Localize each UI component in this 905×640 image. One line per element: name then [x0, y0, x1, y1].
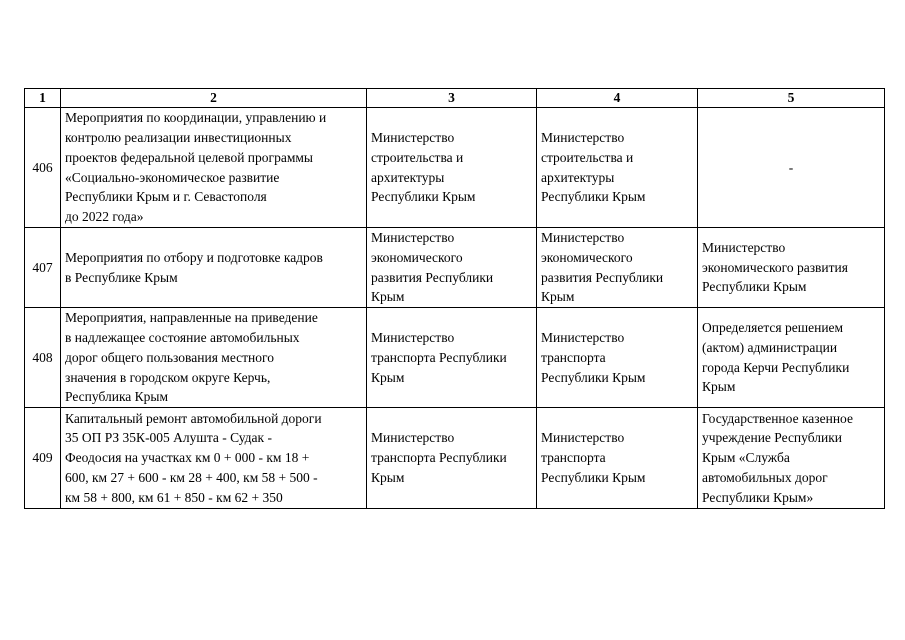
measures-table — [24, 88, 885, 509]
header-col-4: 4 — [537, 89, 698, 108]
table-row — [25, 408, 885, 509]
row-number: 406 — [25, 108, 61, 228]
co-executor: Государственное казенное учреждение Республики Крым «Служба автомобильных дорог Республики Крым» — [698, 408, 885, 509]
table-row — [25, 308, 885, 408]
header-col-1: 1 — [25, 89, 61, 108]
co-executor: - — [698, 108, 885, 228]
table-header-row — [25, 89, 885, 108]
state-customer: Министерство экономического развития Республики Крым — [537, 228, 698, 308]
row-number: 407 — [25, 228, 61, 308]
responsible-executor: Министерство экономического развития Республики Крым — [367, 228, 537, 308]
header-col-5: 5 — [698, 89, 885, 108]
header-col-3: 3 — [367, 89, 537, 108]
table-row — [25, 228, 885, 308]
measure-name: Мероприятия, направленные на приведение в надлежащее состояние автомобильных дорог общего пользования местного значения в городском округе Керчь, Республика Крым — [61, 308, 367, 408]
row-number: 408 — [25, 308, 61, 408]
responsible-executor: Министерство строительства и архитектуры Республики Крым — [367, 108, 537, 228]
responsible-executor: Министерство транспорта Республики Крым — [367, 308, 537, 408]
table-row — [25, 108, 885, 228]
state-customer: Министерство строительства и архитектуры Республики Крым — [537, 108, 698, 228]
measure-name: Мероприятия по отбору и подготовке кадров в Республике Крым — [61, 228, 367, 308]
row-number: 409 — [25, 408, 61, 509]
measure-name: Капитальный ремонт автомобильной дороги 35 ОП РЗ 35К-005 Алушта - Судак - Феодосия на участках км 0 + 000 - км 18 + 600, км 27 + 600 - км 28 + 400, км 58 + 500 - км 58 + 800, км 61 + 850 - км 62 + 350 — [61, 408, 367, 509]
state-customer: Министерство транспорта Республики Крым — [537, 308, 698, 408]
co-executor: Министерство экономического развития Республики Крым — [698, 228, 885, 308]
co-executor: Определяется решением (актом) администрации города Керчи Республики Крым — [698, 308, 885, 408]
header-col-2: 2 — [61, 89, 367, 108]
state-customer: Министерство транспорта Республики Крым — [537, 408, 698, 509]
measure-name: Мероприятия по координации, управлению и контролю реализации инвестиционных проектов федеральной целевой программы «Социально-экономическое развитие Республики Крым и г. Севастополя до 2022 года» — [61, 108, 367, 228]
responsible-executor: Министерство транспорта Республики Крым — [367, 408, 537, 509]
